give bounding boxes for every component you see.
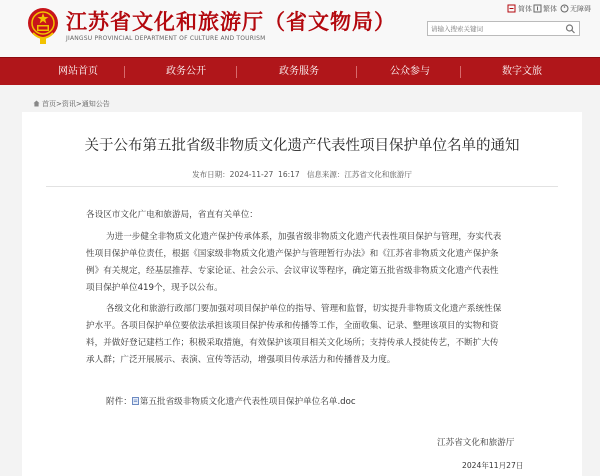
attachment — [106, 395, 356, 407]
paragraph-line: 料，并做好登记建档工作；积极采取措施，有效保护该项目相关文化场所；支持传承人授徒传艺，不断扩大传 — [86, 338, 499, 348]
nav-divider — [460, 66, 461, 78]
article-card — [22, 112, 582, 476]
breadcrumb-separator: > — [75, 100, 82, 108]
breadcrumb-item-news[interactable]: 资讯 — [61, 100, 76, 108]
search-box — [427, 21, 580, 36]
breadcrumb — [33, 99, 110, 109]
home-icon — [33, 100, 40, 107]
source-label: 信息来源： — [306, 170, 345, 179]
attachment-link[interactable]: 第五批省级非物质文化遗产代表性项目保护单位名单.doc — [139, 397, 356, 407]
doc-icon — [132, 397, 139, 405]
paragraph-line: 承人群；广泛开展展示、表演、宣传等活动，增强项目传承活力和传播普及力度。 — [86, 355, 396, 365]
site-subtitle: JIANGSU PROVINCIAL DEPARTMENT OF CULTURE AND TOURISM — [66, 35, 266, 42]
breadcrumb-item-home[interactable]: 首页 — [42, 100, 56, 108]
search-input[interactable] — [431, 23, 556, 34]
paragraph-line: 例》有关规定，经基层推荐、专家论证、社会公示、会议审议等程序，确定第五批省级非物质文化遗产代表性 — [86, 266, 499, 276]
national-emblem-icon[interactable] — [27, 7, 59, 45]
date-label: 发布日期： — [192, 170, 230, 179]
signature-org: 江苏省文化和旅游厅 — [437, 438, 515, 448]
nav-divider — [356, 66, 357, 78]
nav-item-public-participation[interactable]: 公众参与 — [390, 66, 430, 77]
breadcrumb-separator: > — [56, 100, 62, 108]
nav-divider — [236, 66, 237, 78]
publish-time: 16:17 — [278, 170, 300, 179]
publish-date: 2024-11-27 — [229, 170, 274, 179]
article-meta — [22, 169, 582, 180]
nav-item-digital-tourism[interactable]: 数字文旅 — [502, 66, 542, 77]
accessible-icon[interactable] — [560, 4, 569, 13]
site-header — [0, 0, 600, 57]
traditional-icon[interactable] — [533, 4, 542, 13]
nav-divider — [124, 66, 125, 78]
site-title: 江苏省文化和旅游厅（省文物局） — [66, 9, 396, 34]
traditional-link[interactable]: 繁体 — [543, 5, 557, 13]
paragraph-line: 性项目保护单位责任，根据《国家级非物质文化遗产保护与管理暂行办法》和《江苏省非物质文化遗产保护条 — [86, 249, 499, 259]
paragraph-line: 护水平。各项目保护单位要依法承担该项目保护传承和传播等工作，全面收集、记录、整理该项目的实物和资 — [86, 321, 499, 331]
paragraph-line: 为进一步健全非物质文化遗产保护传承体系，加强省级非物质文化遗产代表性项目保护与管理，夯实代表 — [106, 232, 502, 242]
nav-item-gov-affairs[interactable]: 政务公开 — [166, 66, 206, 77]
breadcrumb-item-notices[interactable]: 通知公告 — [81, 100, 110, 108]
main-nav — [0, 57, 600, 85]
nav-item-gov-services[interactable]: 政务服务 — [279, 66, 319, 77]
attachment-label: 附件： — [106, 397, 132, 407]
salutation: 各设区市文化广电和旅游局，省直有关单位： — [86, 210, 258, 220]
meta-divider — [46, 186, 558, 187]
article-title: 关于公布第五批省级非物质文化遗产代表性项目保护单位名单的通知 — [84, 138, 520, 154]
accessible-link[interactable]: 无障碍 — [570, 5, 591, 13]
signature-date: 2024年11月27日 — [462, 461, 524, 470]
simplified-icon[interactable] — [507, 4, 516, 13]
search-icon[interactable] — [564, 23, 577, 34]
simplified-link[interactable]: 简体 — [518, 5, 532, 13]
paragraph-line: 各级文化和旅游行政部门要加强对项目保护单位的指导、管理和监督，切实提升非物质文化遗产系统性保 — [106, 304, 502, 314]
nav-item-home[interactable]: 网站首页 — [58, 66, 98, 77]
info-source: 江苏省文化和旅游厅 — [344, 170, 412, 179]
paragraph-line: 项目保护单位419个，现予以公布。 — [86, 283, 223, 293]
